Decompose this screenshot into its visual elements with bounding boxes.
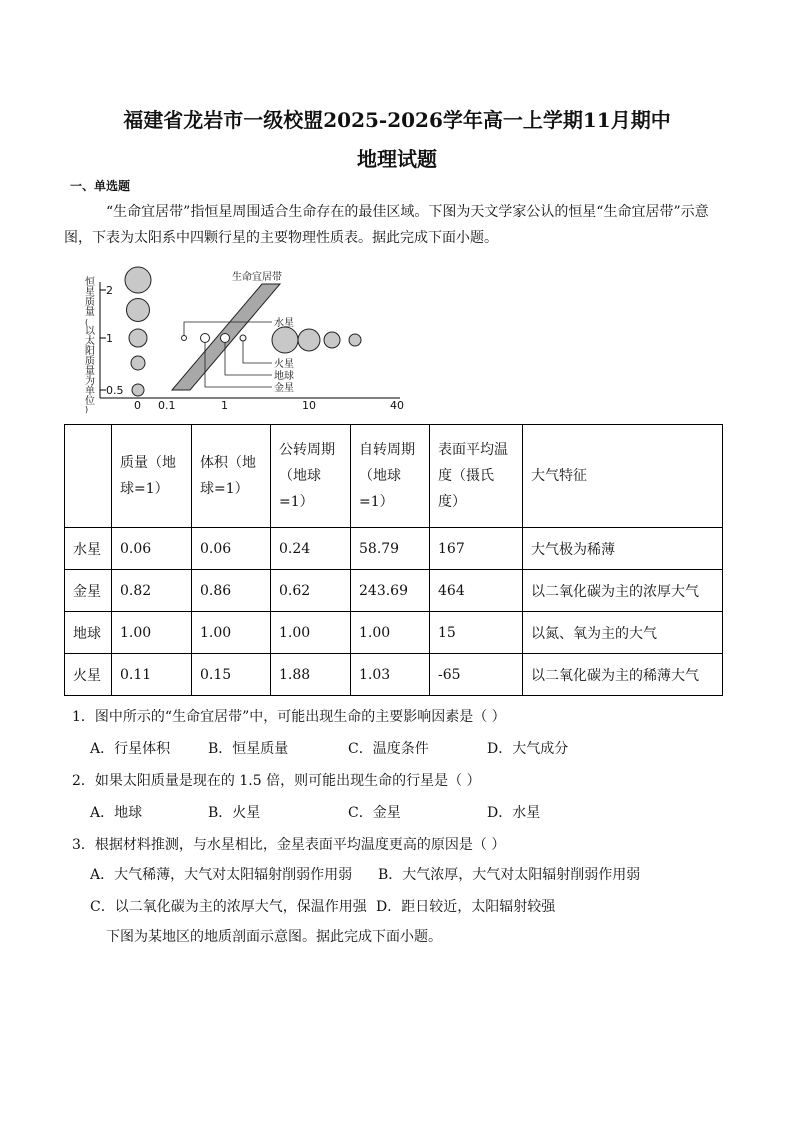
table-cell: 0.06	[112, 528, 192, 570]
table-cell: 0.24	[271, 528, 351, 570]
q2-option-d[interactable]: D．水星	[487, 805, 541, 821]
x-tick-label: 0	[134, 399, 141, 412]
table-cell: 0.06	[192, 528, 271, 570]
x-tick-label: 10	[302, 399, 316, 412]
table-cell: 以二氧化碳为主的稀薄大气	[523, 654, 723, 696]
table-header-cell	[523, 425, 723, 528]
mercury-marker	[182, 336, 187, 341]
q1-option-c[interactable]: C．温度条件	[348, 741, 429, 757]
earth-leader	[225, 342, 272, 375]
table-cell: 1.00	[351, 612, 430, 654]
y-label-char: 为	[85, 376, 95, 387]
intro-line-1: “生命宜居带”指恒星周围适合生命存在的最佳区域。下图为天文学家公认的恒星“生命宜居带”示意	[106, 204, 709, 220]
header-text: 度（摄氏度）	[438, 468, 494, 510]
star-circle	[324, 332, 340, 348]
table-cell: 0.15	[192, 654, 271, 696]
table-header-cell	[192, 425, 271, 528]
y-label-char: 星	[85, 287, 95, 298]
table-cell: 1.00	[112, 612, 192, 654]
q3-option-b[interactable]: B．大气浓厚，大气对太阳辐射削弱作用弱	[378, 867, 641, 883]
habitable-zone-figure	[80, 260, 420, 415]
y-tick-label: 1	[106, 332, 113, 345]
table-cell: 0.11	[112, 654, 192, 696]
y-label-char: 质	[85, 356, 95, 367]
y-label-char: 恒	[85, 277, 95, 288]
star-circle	[127, 299, 150, 322]
venus-marker	[201, 334, 210, 343]
star-circle	[125, 267, 151, 293]
table-cell: 167	[430, 528, 523, 570]
star-circle	[131, 356, 145, 370]
star-circle	[349, 334, 361, 346]
q1-option-d[interactable]: D．大气成分	[487, 741, 569, 757]
mars-marker	[240, 335, 246, 341]
mars-label: 火星	[274, 359, 294, 370]
exam-title: 福建省龙岩市一级校盟2025-2026学年高一上学期11月期中	[123, 108, 671, 132]
table-header-cell	[430, 425, 523, 528]
table-row	[65, 570, 723, 612]
section-heading: 一、单选题	[70, 179, 131, 193]
q3-option-a[interactable]: A．大气稀薄，大气对太阳辐射削弱作用弱	[90, 867, 353, 883]
table-cell: 以氮、氧为主的大气	[523, 612, 723, 654]
q1-option-a[interactable]: A．行星体积	[90, 741, 171, 757]
table-cell: 金星	[65, 570, 112, 612]
y-axis-label	[85, 275, 96, 414]
table-cell: 1.03	[351, 654, 430, 696]
q3-option-d[interactable]: D．距日较近，太阳辐射较强	[376, 899, 556, 915]
header-text: 自转周期	[359, 442, 415, 458]
next-intro-paragraph: 下图为某地区的地质剖面示意图。据此完成下面小题。	[106, 929, 442, 945]
header-text: （地球	[279, 468, 321, 484]
x-tick-label: 0.1	[158, 399, 176, 412]
table-cell: 464	[430, 570, 523, 612]
table-header-cell	[112, 425, 192, 528]
y-label-char: )	[85, 405, 89, 414]
planet-properties-table	[64, 424, 723, 696]
star-circle	[129, 329, 147, 347]
table-cell: 15	[430, 612, 523, 654]
header-text: （地球	[359, 468, 401, 484]
y-label-char: 位	[85, 396, 95, 407]
table-cell: 0.62	[271, 570, 351, 612]
q2-option-b[interactable]: B．火星	[208, 805, 261, 821]
header-text: 球=1）	[120, 481, 169, 497]
header-text: =1）	[359, 494, 394, 510]
header-text: 质量（地	[120, 455, 176, 471]
exam-subject-title: 地理试题	[357, 147, 437, 171]
y-tick-label: 0.5	[106, 384, 124, 397]
earth-marker	[221, 334, 230, 343]
table-cell: 以二氧化碳为主的浓厚大气	[523, 570, 723, 612]
intro-paragraph	[64, 199, 732, 251]
x-tick-label: 1	[221, 399, 228, 412]
question-1-stem: 1．图中所示的“生命宜居带”中，可能出现生命的主要影响因素是（ ）	[72, 709, 506, 725]
table-cell: 0.86	[192, 570, 271, 612]
table-cell: 地球	[65, 612, 112, 654]
y-label-char: 质	[85, 297, 95, 308]
table-header-cell	[351, 425, 430, 528]
q3-option-c[interactable]: C．以二氧化碳为主的浓厚大气，保温作用强	[90, 899, 367, 915]
q1-option-b[interactable]: B．恒星质量	[208, 741, 289, 757]
table-cell: 1.00	[192, 612, 271, 654]
y-tick-label: 2	[106, 284, 113, 297]
star-circle	[298, 329, 320, 351]
y-label-char: 阳	[85, 346, 95, 357]
question-3-stem: 3．根据材料推测，与水星相比，金星表面平均温度更高的原因是（ ）	[72, 837, 506, 853]
mars-leader	[243, 341, 272, 363]
table-header-cell	[65, 425, 112, 528]
table-row	[65, 654, 723, 696]
table-row	[65, 612, 723, 654]
header-text: 体积（地	[200, 455, 256, 471]
table-row	[65, 528, 723, 570]
table-cell: -65	[430, 654, 523, 696]
y-label-char: 量	[85, 366, 95, 377]
x-tick-label: 40	[390, 399, 404, 412]
y-label-char: 太	[85, 336, 95, 347]
header-text: 球=1）	[200, 481, 249, 497]
table-cell: 水星	[65, 528, 112, 570]
habitable-zone-label: 生命宜居带	[232, 272, 282, 283]
y-label-char: (	[85, 318, 89, 327]
table-cell: 火星	[65, 654, 112, 696]
y-label-char: 以	[85, 326, 95, 337]
earth-label: 地球	[274, 371, 294, 382]
mercury-label: 水星	[274, 318, 294, 329]
y-label-char: 量	[85, 307, 95, 318]
q2-option-a[interactable]: A．地球	[90, 805, 143, 821]
question-2-stem: 2．如果太阳质量是现在的 1.5 倍，则可能出现生命的行星是（ ）	[72, 773, 481, 789]
table-cell: 1.00	[271, 612, 351, 654]
intro-line-2: 图，下表为太阳系中四颗行星的主要物理性质表。据此完成下面小题。	[64, 230, 498, 246]
star-circle	[272, 327, 298, 353]
header-text: 公转周期	[279, 442, 335, 458]
table-header-cell	[271, 425, 351, 528]
header-text: 表面平均温	[438, 442, 508, 458]
venus-label: 金星	[274, 383, 294, 394]
table-cell: 1.88	[271, 654, 351, 696]
table-cell: 243.69	[351, 570, 430, 612]
table-cell: 0.82	[112, 570, 192, 612]
table-header-row	[65, 425, 723, 528]
q2-option-c[interactable]: C．金星	[348, 805, 401, 821]
header-text: =1）	[279, 494, 314, 510]
table-cell: 58.79	[351, 528, 430, 570]
table-cell: 大气极为稀薄	[523, 528, 723, 570]
header-text: 大气特征	[531, 468, 587, 484]
y-label-char: 单	[85, 386, 95, 397]
star-circle	[132, 384, 144, 396]
